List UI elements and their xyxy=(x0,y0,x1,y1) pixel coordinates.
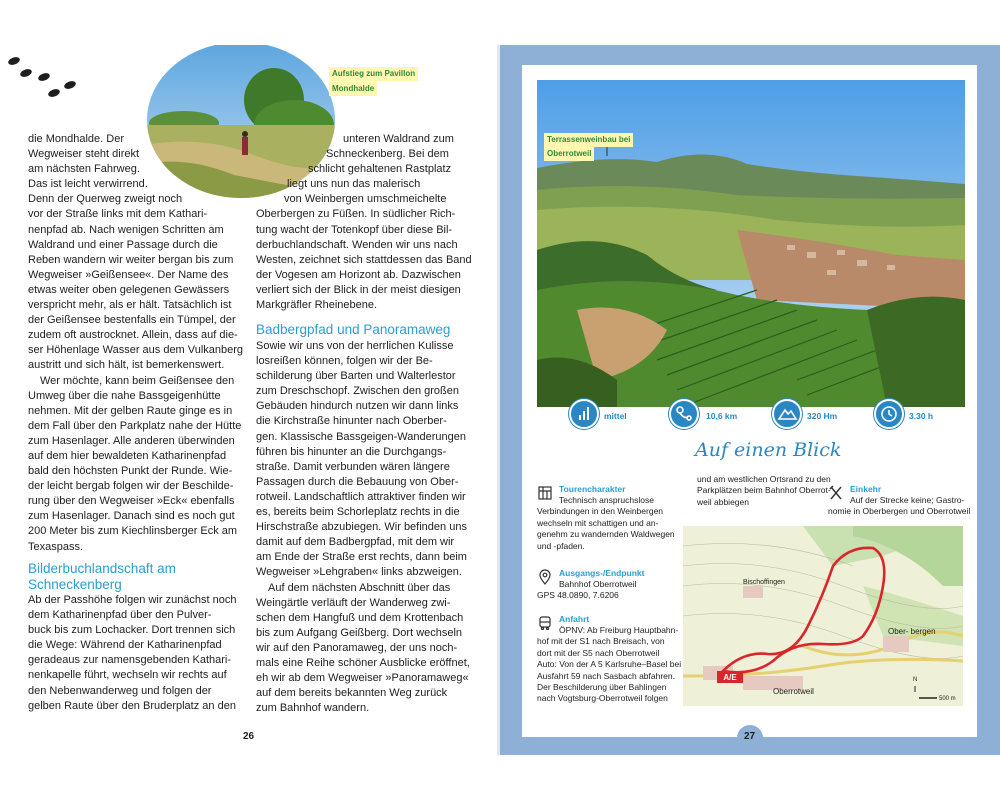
page-number-right: 27 xyxy=(744,731,756,742)
text-line: führen bis hinunter an die Durchgangs- xyxy=(256,445,447,458)
caption-line: Terrassenweinbau bei xyxy=(547,135,631,144)
map-north: N xyxy=(913,677,918,683)
text-line: Der Beschilderung über Bahlingen xyxy=(537,682,667,693)
text-line: dem Katharinenpfad über den Pulver- xyxy=(28,609,212,622)
text-line: eh wir ab dem Wegweiser »Panoramaweg« xyxy=(256,672,469,685)
arrival-text xyxy=(537,625,687,705)
text-line: etwas weiter oben gelegenen Gewässers xyxy=(28,283,230,296)
col1-para3 xyxy=(28,593,253,714)
text-line: genehm zu wandernden Waldwegen xyxy=(537,529,675,540)
section-heading-badbergpfad: Badbergpfad und Panoramaweg xyxy=(256,322,451,337)
text-line: Schneckenberg. Bei dem xyxy=(326,148,449,161)
stat-difficulty: mittel xyxy=(604,411,627,421)
text-line: Auto: Von der A 5 Karlsruhe–Basel bei xyxy=(537,659,682,670)
text-line: rotweil. Landschaftlich attraktiver finden wir xyxy=(256,490,466,503)
text-line: liegt uns nun das malerisch xyxy=(287,178,421,191)
text-line: der Geißensee bestenfalls ein Tümpel, der xyxy=(28,314,236,327)
text-line: dort mit der S5 nach Oberrotweil xyxy=(537,647,660,658)
right-page-content xyxy=(522,65,977,737)
text-line: von Weinbergen umschmeichelte xyxy=(284,193,447,206)
text-line: buck bis zum Lochacker. Dort trennen sich xyxy=(28,624,236,637)
text-line: Ab der Passhöhe folgen wir zunächst noch xyxy=(28,594,237,606)
text-line: zum Dreschschopf. Zwischen den großen xyxy=(256,385,459,398)
text-line: Technisch anspruchslose xyxy=(559,495,654,505)
text-line: unteren Waldrand zum xyxy=(343,133,454,145)
vineyard-photo xyxy=(537,80,965,407)
text-line: zum Bahnhof wandern. xyxy=(256,702,370,715)
text-line: der Vogesen am Horizont ab. Dazwischen xyxy=(256,268,461,281)
text-line: Auf der Strecke keine; Gastro- xyxy=(850,495,965,505)
duration-clock-icon xyxy=(874,399,904,429)
text-line: gen. Klassische Bassgeigen-Wanderungen xyxy=(256,430,466,443)
caption-line: Mondhalde xyxy=(332,84,375,93)
text-line: Das ist leicht verwirrend. xyxy=(28,178,148,191)
text-line: dem Fall über den Parkplatz nahe der Hütte xyxy=(28,419,242,432)
text-line: 200 Meter bis zum Kiechlinsberger Eck am xyxy=(28,525,238,538)
text-line: Wegweiser »Geißensee«. Der Name des xyxy=(28,268,229,281)
photo-caption-line2 xyxy=(329,82,377,96)
text-line: auf dem hier bewaldeten Katharinenpfad xyxy=(28,449,227,462)
text-line: nenpfad ab. Nach wenigen Schritten am xyxy=(28,223,224,236)
map-town-oberbergen: Ober- bergen xyxy=(888,627,936,636)
map-scale: 500 m xyxy=(939,696,956,702)
text-line: Parkplätzen beim Bahnhof Oberrot- xyxy=(697,485,831,496)
text-line: Bahnhof Oberrotweil xyxy=(559,579,637,589)
text-line: Sowie wir uns von der herrlichen Kulisse xyxy=(256,340,454,352)
text-line: vor der Straße links mit dem Kathari- xyxy=(28,208,208,221)
heading-line: Schneckenberg xyxy=(28,577,122,592)
page-number-left: 26 xyxy=(243,731,255,742)
text-line: damit auf dem Badbergpfad, mit dem wir xyxy=(256,536,455,549)
text-line: geradeaus zur namensgebenden Kathari- xyxy=(28,654,232,667)
text-line: bis zum Aufgang Geißberg. Dort wechseln xyxy=(256,626,463,639)
tour-character-title: Tourencharakter xyxy=(559,484,626,494)
map-town-oberrotweil: Oberrotweil xyxy=(773,687,814,696)
text-line: die Kirchstraße hinunter nach Oberber- xyxy=(256,415,447,428)
text-line: austritt und sich hält, ist bemerkenswert. xyxy=(28,359,225,372)
photo-caption xyxy=(329,67,418,81)
text-line: verspricht mehr, als er hält. Tatsächlich ist xyxy=(28,299,232,312)
refreshment-text xyxy=(828,495,978,518)
text-line: rung über den Wegweiser »Eck« ebenfalls xyxy=(28,495,235,508)
map-town-bischoffingen: Bischoffingen xyxy=(743,579,785,586)
text-line: Passagen durch die Bebauung von Ober- xyxy=(256,475,459,488)
col2-para2 xyxy=(256,339,481,716)
text-line: schilderung über Barten und Walterlestor xyxy=(256,370,456,383)
text-line: Reben wandern wir weiter bergan bis zum xyxy=(28,253,234,266)
text-line: Verbindungen in den Weinbergen xyxy=(537,506,664,517)
text-line: losreißen können, folgen wir der Be- xyxy=(256,355,433,368)
text-line: es, bereits beim Schorleplatz rechts in die xyxy=(256,506,460,519)
text-line: verliert sich der Blick in der meist diesigen xyxy=(256,283,461,296)
text-line: nenkapelle führt, wechseln wir rechts auf xyxy=(28,669,227,682)
text-line: der leicht bergab folgen wir der Beschilde- xyxy=(28,480,234,493)
text-line: Auf dem nächsten Abschnitt über das xyxy=(268,581,451,594)
text-line: zum Hasenlager. Alle anderen überwinden xyxy=(28,434,235,447)
text-line: am nächsten Fahrweg. xyxy=(28,163,140,176)
text-line: Gebäuden hindurch nutzen wir dann links xyxy=(256,400,459,413)
text-line: tung wacht der Totenkopf über diese Bil- xyxy=(256,223,453,236)
text-line: ser Höhenlage Wasser aus dem Vulkanberg xyxy=(28,344,244,357)
text-line: und -pfaden. xyxy=(537,540,585,551)
right-page xyxy=(500,45,1000,755)
vineyard-caption-line2 xyxy=(544,147,594,161)
text-line: weil abbiegen xyxy=(697,496,749,507)
start-point-title: Ausgangs-/Endpunkt xyxy=(559,568,645,578)
text-line: gelben Raute über den Bruderplatz an den xyxy=(28,699,236,712)
text-line: schlicht gehaltenen Rastplatz xyxy=(308,163,452,176)
text-line: ÖPNV: Ab Freiburg Hauptbahn- xyxy=(559,625,679,635)
text-line: schen dem Hangfuß und dem Krottenbach xyxy=(256,611,464,624)
distance-route-icon xyxy=(669,399,699,429)
text-line: derbuchlandschaft. Wenden wir uns nach xyxy=(256,238,458,251)
text-line: die Wege: Während der Katharinenpfad xyxy=(28,639,222,652)
arrival-title: Anfahrt xyxy=(559,614,590,624)
text-line: die Mondhalde. Der xyxy=(28,133,125,145)
map-start-end-label: A/E xyxy=(723,673,737,682)
start-point-text xyxy=(537,579,687,602)
text-line: Wer möchte, kann beim Geißensee den xyxy=(40,374,235,387)
arrival-text-continued xyxy=(697,474,837,508)
at-a-glance-title: Auf einen Blick xyxy=(695,439,842,461)
text-line: nach Vogtsburg-Oberrotweil folgen xyxy=(537,693,668,704)
stat-distance: 10,6 km xyxy=(706,411,738,421)
text-line: Oberbergen zu Füßen. In südlicher Rich- xyxy=(256,208,456,221)
stat-duration: 3.30 h xyxy=(909,411,934,421)
text-line: und am westlichen Ortsrand zu den xyxy=(697,474,831,484)
route-map xyxy=(683,526,963,706)
footprints-icon xyxy=(4,51,84,101)
section-heading-schneckenberg xyxy=(28,561,253,593)
text-line: Markgräfler Rheinebene. xyxy=(256,299,378,312)
heading-line: Bilderbuchlandschaft am xyxy=(28,561,176,576)
text-line: Hirschstraße abzubiegen. Wir befinden uns xyxy=(256,521,467,534)
text-line: nomie in Oberbergen und Oberrotweil xyxy=(828,506,971,517)
text-line: am Ende der Straße erst rechts, dann beim xyxy=(256,551,467,564)
text-line: Wegweiser »Lehgraben« links abzweigen. xyxy=(256,566,462,579)
refreshment-title: Einkehr xyxy=(850,484,882,494)
text-line: Weingärtle verläuft der Wanderweg zwi- xyxy=(256,596,451,609)
text-line: mals eine Reihe schöner Ausblicke eröffnet, xyxy=(256,656,470,669)
text-line: wir auf den Panoramaweg, der uns noch- xyxy=(256,641,458,654)
text-line: zum Hasenlager. Danach sind es noch gut xyxy=(28,510,235,523)
text-line: nehmen. Mit der gelben Raute ginge es in xyxy=(28,404,233,417)
text-line: bald den höchsten Punkt der Runde. Wie- xyxy=(28,465,233,478)
elevation-mountain-icon xyxy=(772,399,802,429)
text-line: den Nebenwanderweg und folgen der xyxy=(28,684,212,697)
text-line: Ausfahrt 59 nach Sasbach abfahren. xyxy=(537,670,675,681)
text-line: Wegweiser steht direkt xyxy=(28,148,140,161)
text-line: Texaspass. xyxy=(28,540,84,553)
caption-line: Aufstieg zum Pavillon xyxy=(332,69,416,78)
text-line: zudem oft austrocknet. Allein, dass auf die- xyxy=(28,329,238,342)
left-page xyxy=(0,45,498,755)
caption-line: Oberrotweil xyxy=(547,149,592,158)
text-line: Umweg über die nahe Bassgeigenhütte xyxy=(28,389,221,402)
vineyard-caption xyxy=(544,133,633,147)
text-line: Denn der Querweg zweigt noch xyxy=(28,193,183,206)
stat-elevation: 320 Hm xyxy=(807,411,838,421)
text-line: GPS 48.0890, 7.6206 xyxy=(537,590,619,601)
text-line: auf dem bereits bekannten Weg zurück xyxy=(256,687,448,700)
col1-para1 xyxy=(28,132,253,555)
col2-para1 xyxy=(256,132,481,313)
tour-character-text xyxy=(537,495,687,552)
text-line: wechseln mit schattigen und an- xyxy=(537,517,659,528)
difficulty-bars-icon xyxy=(569,399,599,429)
text-line: straße. Damit verbunden wären längere xyxy=(256,460,450,473)
text-line: hof mit der S1 nach Breisach, von xyxy=(537,636,665,647)
text-line: Westen, zeichnet sich stattdessen das Band xyxy=(256,253,472,266)
text-line: Waldrand und einer Passage durch die xyxy=(28,238,218,251)
